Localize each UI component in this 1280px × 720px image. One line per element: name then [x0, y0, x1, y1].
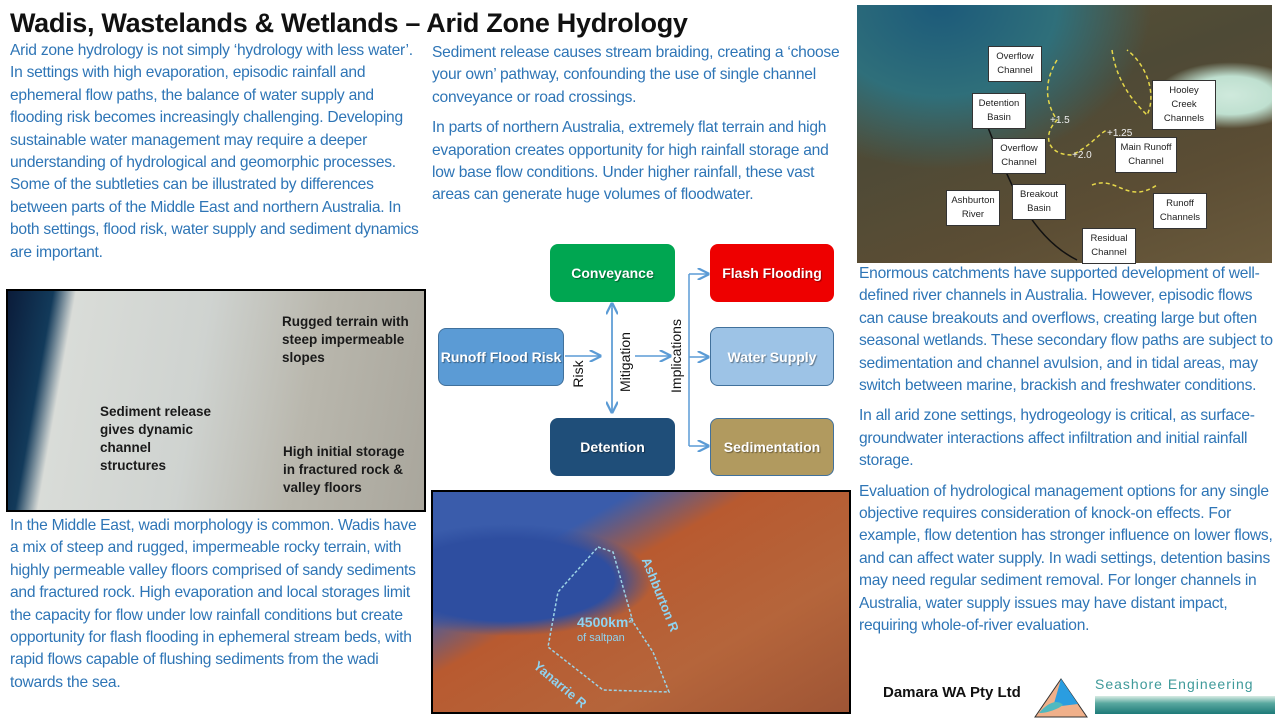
label-rugged: Rugged terrain with steep impermeable slopes — [282, 314, 409, 365]
runoff-flood-risk-box: Runoff Flood Risk — [438, 328, 564, 386]
evaluation-text: Evaluation of hydrological management options for any single objective requires consideration of knock-on effects. For example, flow detention has stronger influence on lower flows, and can affect water supply. In wadi settings, detention basins may need regular sediment removal. For longer channels in Australia, water supply issues may have distant impact, requiring whole-of-river evaluation. — [859, 482, 1273, 635]
area-label: 4500km² — [577, 614, 634, 630]
label-storage: High initial storage in fractured rock & valley floors — [283, 444, 405, 495]
conveyance-box: Conveyance — [550, 244, 675, 302]
map-label-overflow-channel-2: Overflow Channel — [992, 138, 1046, 174]
level-2: +1.25 — [1107, 128, 1133, 139]
braiding-text: Sediment release causes stream braiding, creating a ‘choose your own’ pathway, confounding the use of single channel conveyance or road crossings. — [432, 44, 840, 106]
flash-flooding-box: Flash Flooding — [710, 244, 834, 302]
intro-text: Arid zone hydrology is not simply ‘hydrology with less water’. In settings with high evaporation, episodic rainfall and ephemeral flow paths, the balance of water supply and flooding risk becomes increasingly challenging. Developing sustainable water management may require a deeper understanding of hydrological and geomorphic processes. Some of the subtleties can be illustrated by differences between parts of the Middle East and northern Australia. In both settings, flood risk, water supply and sediment dynamics are important. — [10, 42, 419, 261]
northern-australia-map — [431, 490, 851, 714]
ashburton-delta-map — [857, 5, 1272, 263]
page-title: Wadis, Wastelands & Wetlands – Arid Zone Hydrology — [10, 8, 688, 38]
level-3: +2.0 — [1072, 150, 1092, 161]
map-label-residual-channel: Residual Channel — [1082, 228, 1136, 264]
map-label-runoff-channels: Runoff Channels — [1153, 193, 1207, 229]
middle-east-text: In the Middle East, wadi morphology is common. Wadis have a mix of steep and rugged, impermeable rocky terrain, with highly permeable valley floors comprised of sandy sediments and fractured rock. High evaporation and local storages limit the capacity for flow under low rainfall conditions but create opportunity for flash flooding in ephemeral stream beds, with rapid flows capable of flushing sediments from the wadi towards the sea. — [10, 517, 417, 691]
hydrogeology-text: In all arid zone settings, hydrogeology is critical, as surface-groundwater interactions affect infiltration and initial rainfall storage. — [859, 407, 1255, 470]
mitigation-label: Mitigation — [617, 332, 633, 392]
label-sediment: Sediment release gives dynamic channel structures — [100, 404, 212, 473]
water-supply-box: Water Supply — [710, 327, 834, 386]
detention-box: Detention — [550, 418, 675, 476]
seashore-logo-text: Seashore Engineering — [1095, 676, 1254, 692]
map-label-hooley-creek: Hooley Creek Channels — [1152, 80, 1216, 130]
risk-label: Risk — [570, 360, 586, 388]
saltpan-outline — [433, 492, 851, 714]
map-label-main-runoff: Main Runoff Channel — [1115, 137, 1177, 173]
saltpan-label: of saltpan — [577, 632, 625, 644]
sedimentation-box: Sedimentation — [710, 418, 834, 476]
map-label-overflow-channel-1: Overflow Channel — [988, 46, 1042, 82]
flow-diagram — [430, 240, 850, 480]
map-label-breakout-basin: Breakout Basin — [1012, 184, 1066, 220]
middle-east-wadi-image — [6, 289, 426, 512]
damara-logo-text: Damara WA Pty Ltd — [883, 684, 1021, 701]
channel-lines — [857, 5, 1272, 263]
level-1: +1.5 — [1050, 115, 1070, 126]
map-label-ashburton-river: Ashburton River — [946, 190, 1000, 226]
implications-label: Implications — [668, 319, 684, 393]
map-label-detention-basin: Detention Basin — [972, 93, 1026, 129]
catchments-text: Enormous catchments have supported development of well-defined river channels in Australia. However, episodic flows can cause breakouts and overflows, creating large but often seasonal wetlands. These secondary flow paths are subject to sedimentation and channel avulsion, and in tidal areas, may switch between marine, brackish and freshwater conditions. — [859, 265, 1273, 395]
damara-logo-icon — [1033, 677, 1089, 719]
yanarrie-label: Yanarrie R — [530, 658, 590, 711]
northern-australia-text: In parts of northern Australia, extremely flat terrain and high evaporation creates opportunity for high rainfall storage and low base flow conditions. Under higher rainfall, these vast areas can generate huge volumes of floodwater. — [432, 119, 829, 204]
seashore-wave — [1095, 696, 1275, 714]
seashore-logo — [1095, 676, 1275, 716]
ashburton-label: Ashburton R — [638, 555, 683, 634]
